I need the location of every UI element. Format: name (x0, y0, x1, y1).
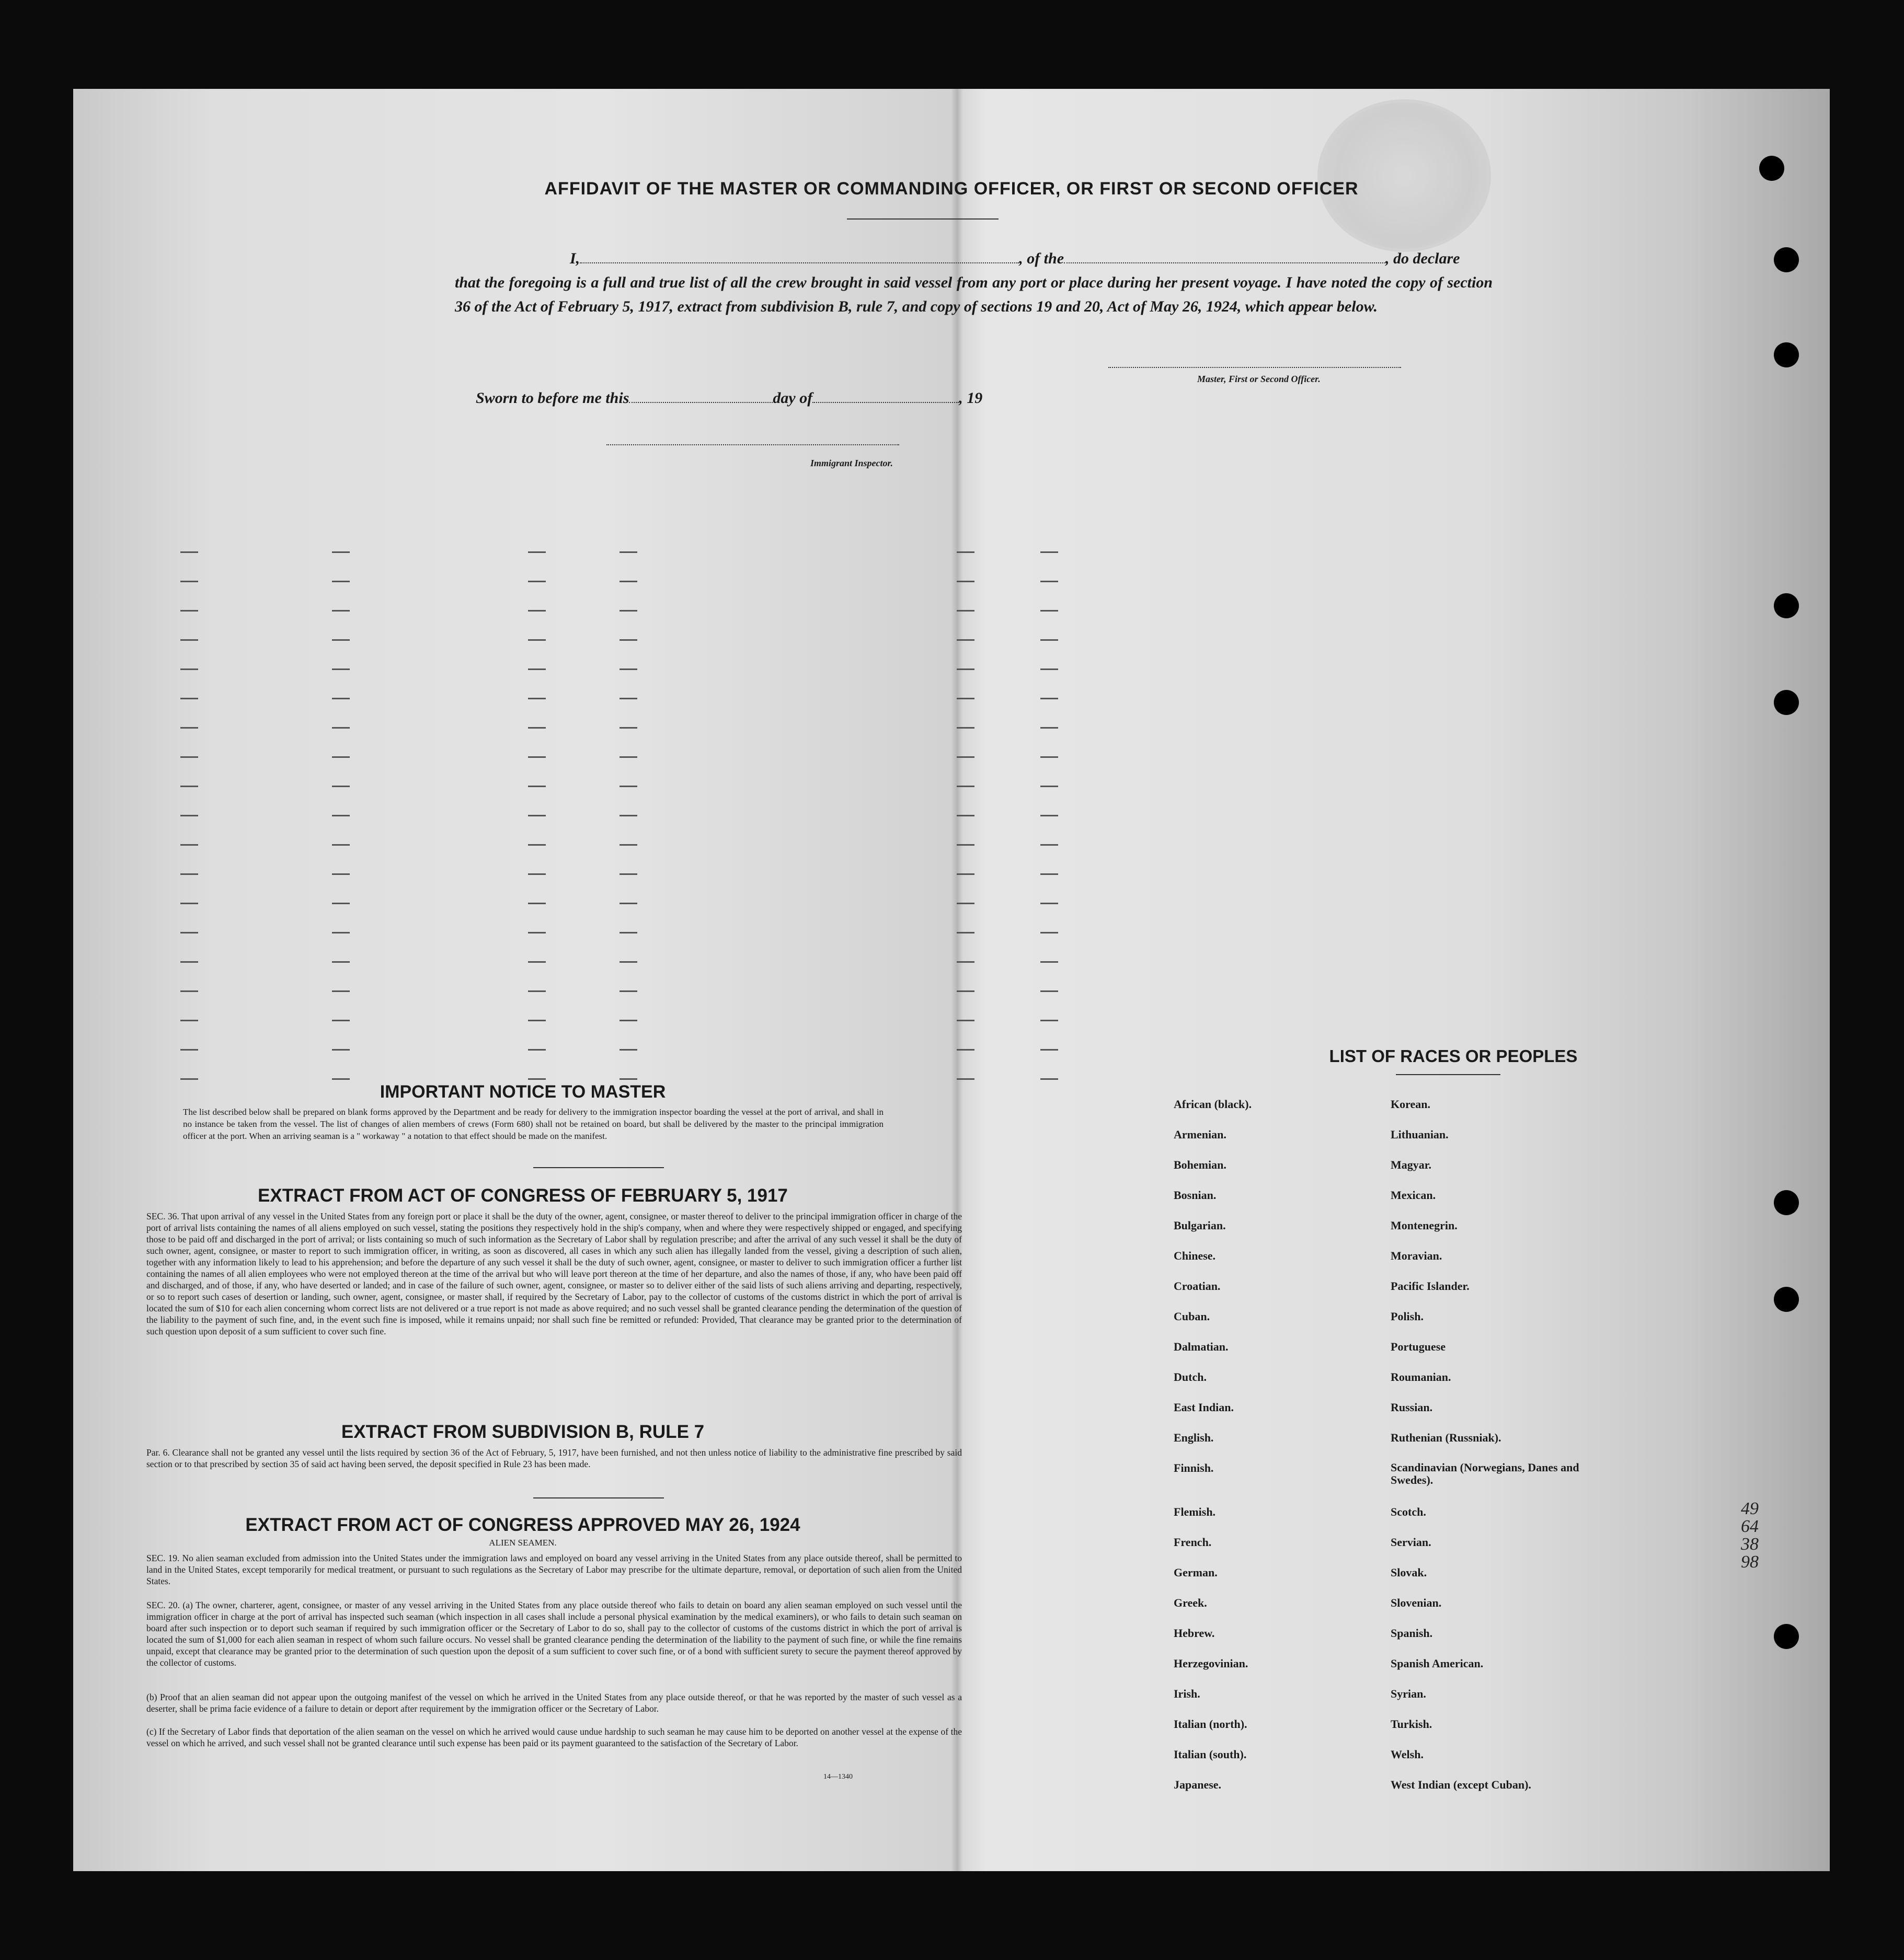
tick-mark (1040, 551, 1058, 553)
tick-mark (332, 844, 350, 846)
tick-mark (1040, 903, 1058, 904)
race-item: Montenegrin. (1391, 1219, 1458, 1232)
tick-mark (180, 903, 198, 904)
affidavit-text: that the foregoing is a full and true list of all the crew brought in said vessel from any port or place during her present voyage. I have noted the copy of section 36 of the Act of February 5, 1917, extract from subdivision B, rule 7, and copy of sections 19 and 20, Act of May 26, 1924, which appear below. (455, 274, 1493, 315)
rule7-title: EXTRACT FROM SUBDIVISION B, RULE 7 (341, 1422, 705, 1442)
extract-1917-text: SEC. 36. That upon arrival of any vessel in the United States from any foreign port or place it shall be the duty of the owner, agent, consignee, or master thereof to deliver to the principal immigration officer in charge of the port of arrival lists containing the names of all aliens employed on such vessel, stating the positions they respectively hold in the ship's company, when and where they were respectively shipped or engaged, and specifying those to be paid off and discharged in the port of arrival; or lists containing so much of such information as the Secretary of Labor shall by regulation prescribe; and after the arrival of any such vessel it shall be the duty of such owner, agent, consignee, or master to report to such immigration officer, in writing, as soon as discovered, all cases in which any such alien has illegally landed from the vessel, giving a description of such alien, together with any information likely to lead to his apprehension; and before the departure of any such vessel it shall be the duty of such owner, agent, consignee, or master to deliver to such immigration officer a further list containing the names of all alien employees who were not employed thereon at the time of the arrival but who will leave port thereon at the time of her departure, and also the names of those, if any, who have been paid off and discharged, and of those, if any, who have deserted or landed; and in case of the failure of such owner, agent, consignee, or master so to deliver either of the said lists of such aliens arriving and departing, respectively, or so to report such cases of desertion or landing, such owner, agent, consignee, or master shall, if required by the Secretary of Labor, pay to the collector of customs of the customs district in which the port of arrival is located the sum of $10 for each alien concerning whom correct lists are not delivered or a true report is not made as above required; and no such vessel shall be granted clearance pending the determination of the question of the liability to the payment of such fine, and, in the event such fine is imposed, while it remains unpaid; nor shall such fine be remitted or refunded: Provided, That clearance may be granted prior to the determination of such question upon deposit of a sum sufficient to cover such fine. (146, 1211, 962, 1336)
tick-mark (620, 932, 637, 933)
tick-mark (332, 581, 350, 582)
tick-mark (1040, 581, 1058, 582)
race-item: Spanish American. (1391, 1657, 1484, 1670)
punch-hole (1759, 156, 1784, 181)
punch-hole (1774, 342, 1799, 367)
tick-mark (332, 932, 350, 933)
punch-hole (1774, 1287, 1799, 1312)
race-item: Russian. (1391, 1401, 1433, 1414)
handwritten-line-4: 98 (1741, 1552, 1759, 1572)
race-item: Magyar. (1391, 1158, 1432, 1171)
tick-mark (957, 873, 974, 875)
tick-mark (957, 581, 974, 582)
tick-mark (332, 961, 350, 963)
tick-mark (620, 786, 637, 787)
tick-mark (957, 639, 974, 641)
tick-mark (180, 581, 198, 582)
tick-mark (1040, 639, 1058, 641)
race-item: Portuguese (1391, 1340, 1446, 1353)
race-item: German. (1174, 1566, 1218, 1579)
race-item: Finnish. (1174, 1461, 1214, 1474)
affidavit-title: AFFIDAVIT OF THE MASTER OR COMMANDING OFFICER, OR FIRST OR SECOND OFFICER (544, 179, 1359, 199)
handwritten-line-3: 38 (1741, 1535, 1759, 1554)
tick-mark (620, 903, 637, 904)
tick-mark (332, 1078, 350, 1080)
race-item: Bosnian. (1174, 1189, 1217, 1202)
race-item: West Indian (except Cuban). (1391, 1778, 1531, 1791)
tick-mark (528, 815, 546, 816)
tick-mark (620, 756, 637, 758)
punch-hole (1774, 690, 1799, 715)
affidavit-declare: , do declare (1385, 250, 1460, 267)
tick-mark (957, 551, 974, 553)
title-divider (847, 218, 999, 220)
extract-1917-title: EXTRACT FROM ACT OF CONGRESS OF FEBRUARY 5, 1917 (258, 1185, 788, 1206)
tick-mark (957, 903, 974, 904)
tick-mark (620, 727, 637, 729)
race-item: Dalmatian. (1174, 1340, 1229, 1353)
race-item: Hebrew. (1174, 1627, 1215, 1640)
race-item: Polish. (1391, 1310, 1424, 1323)
tick-mark (180, 786, 198, 787)
tick-mark (620, 844, 637, 846)
punch-hole (1774, 1190, 1799, 1215)
tick-mark (957, 815, 974, 816)
race-item: African (black). (1174, 1098, 1252, 1111)
punch-hole (1774, 1624, 1799, 1649)
tick-mark (620, 610, 637, 612)
tick-mark (180, 873, 198, 875)
tick-mark (332, 873, 350, 875)
tick-mark (528, 932, 546, 933)
tick-mark (1040, 698, 1058, 699)
tick-mark (180, 815, 198, 816)
tick-mark (528, 1020, 546, 1021)
tick-mark (1040, 873, 1058, 875)
tick-mark (1040, 786, 1058, 787)
rule7-divider (533, 1497, 664, 1498)
name-blank[interactable] (580, 250, 1019, 263)
tick-mark (957, 1020, 974, 1021)
race-item: Moravian. (1391, 1249, 1442, 1262)
race-item: Turkish. (1391, 1717, 1432, 1731)
race-item: French. (1174, 1536, 1212, 1549)
tick-mark (620, 639, 637, 641)
tick-mark (332, 990, 350, 992)
race-item: Lithuanian. (1391, 1128, 1449, 1141)
tick-mark (528, 668, 546, 670)
race-item: Japanese. (1174, 1778, 1222, 1791)
form-number: 14—1340 (823, 1773, 853, 1781)
tick-mark (957, 961, 974, 963)
tick-mark (957, 1078, 974, 1080)
tick-mark (620, 581, 637, 582)
tick-mark (1040, 1078, 1058, 1080)
race-item: Servian. (1391, 1536, 1431, 1549)
tick-mark (528, 581, 546, 582)
tick-mark (332, 698, 350, 699)
races-column-left (1174, 1098, 1351, 1808)
tick-mark (957, 727, 974, 729)
race-item: Mexican. (1391, 1189, 1436, 1202)
tick-mark (332, 1049, 350, 1051)
tick-mark (620, 1049, 637, 1051)
race-item: Cuban. (1174, 1310, 1210, 1323)
tick-mark (180, 698, 198, 699)
tick-mark (620, 1078, 637, 1080)
races-title: LIST OF RACES OR PEOPLES (1329, 1046, 1578, 1066)
tick-mark (332, 727, 350, 729)
tick-mark (332, 786, 350, 787)
tick-mark (620, 961, 637, 963)
tick-mark (1040, 932, 1058, 933)
tick-mark (528, 903, 546, 904)
race-item: Scandinavian (Norwegians, Danes and Swedes). (1391, 1461, 1579, 1486)
tick-mark (528, 990, 546, 992)
race-item: English. (1174, 1431, 1214, 1444)
punch-hole (1774, 593, 1799, 618)
tick-mark (180, 1078, 198, 1080)
alien-seamen-subtitle: ALIEN SEAMEN. (489, 1538, 557, 1548)
tick-mark (1040, 727, 1058, 729)
handwritten-line-1: 49 (1741, 1499, 1759, 1518)
tick-mark (332, 903, 350, 904)
tick-mark (180, 932, 198, 933)
tick-mark (528, 756, 546, 758)
race-item: Pacific Islander. (1391, 1279, 1470, 1293)
tick-mark (1040, 610, 1058, 612)
tick-mark (332, 639, 350, 641)
tick-mark (180, 727, 198, 729)
tick-mark (528, 1049, 546, 1051)
race-item: Greek. (1174, 1596, 1207, 1609)
sworn-day-of: day of (773, 389, 813, 407)
race-item: Ruthenian (Russniak). (1391, 1431, 1501, 1444)
tick-mark (620, 668, 637, 670)
tick-mark (332, 815, 350, 816)
race-item: Welsh. (1391, 1748, 1424, 1761)
race-item: Irish. (1174, 1687, 1200, 1700)
sworn-prefix: Sworn to before me this (476, 389, 629, 407)
tick-mark (180, 1049, 198, 1051)
race-item: Armenian. (1174, 1128, 1226, 1141)
tick-mark (620, 990, 637, 992)
race-item: Herzegovinian. (1174, 1657, 1248, 1670)
extract-1924-sec20b: (b) Proof that an alien seaman did not appear upon the outgoing manifest of the vessel on which he arrived in the United States from any place outside thereof, or that he was reported by the master of such vessel as a deserter, shall be prima facie evidence of a failure to detain or deport after requirement by the immigration officer or the Secretary of Labor. (146, 1692, 962, 1714)
tick-mark (180, 1020, 198, 1021)
tick-mark (957, 756, 974, 758)
sworn-day-blank[interactable] (629, 389, 773, 403)
tick-mark (332, 610, 350, 612)
race-item: Bulgarian. (1174, 1219, 1226, 1232)
tick-mark (528, 1078, 546, 1080)
tick-mark (528, 844, 546, 846)
tick-mark (957, 698, 974, 699)
tick-mark (528, 639, 546, 641)
tick-mark (180, 756, 198, 758)
tick-mark (180, 551, 198, 553)
affidavit-of-the: , of the (1019, 250, 1064, 267)
document-sheet (73, 89, 1830, 1871)
tick-mark (1040, 961, 1058, 963)
tick-mark (180, 990, 198, 992)
inspector-signature-line[interactable] (606, 444, 899, 445)
tick-mark (180, 639, 198, 641)
race-item: Korean. (1391, 1098, 1430, 1111)
race-item: Chinese. (1174, 1249, 1216, 1262)
tick-mark (1040, 815, 1058, 816)
tick-mark (957, 786, 974, 787)
tick-mark (957, 1049, 974, 1051)
race-item: Slovak. (1391, 1566, 1427, 1579)
races-column-right (1391, 1098, 1610, 1808)
tick-mark (528, 551, 546, 553)
tick-mark (620, 1020, 637, 1021)
tick-mark (528, 610, 546, 612)
notice-title: IMPORTANT NOTICE TO MASTER (380, 1082, 666, 1102)
race-item: Syrian. (1391, 1687, 1426, 1700)
notice-text: The list described below shall be prepared on blank forms approved by the Department and be ready for delivery to the immigration inspector boarding the vessel at the port of arrival, and shall in no instance be taken from the vessel. The list of changes of alien members of crews (Form 680) shall not be retained on board, but shall be delivered by the master to the principal immigration officer at the port. When an arriving seaman is a " workaway " a notation to that effect should be made on the manifest. (183, 1107, 884, 1141)
sworn-line (476, 389, 982, 407)
race-item: Slovenian. (1391, 1596, 1442, 1609)
tick-mark (528, 873, 546, 875)
tick-mark (620, 551, 637, 553)
handwritten-notation (1741, 1500, 1759, 1571)
tick-mark (180, 610, 198, 612)
tick-mark (957, 932, 974, 933)
extract-1924-sec20c: (c) If the Secretary of Labor finds that deportation of the alien seaman on the vessel on which he arrived would cause undue hardship to such seaman he may cause him to be deported on another vessel at the expense of the vessel on which he arrived, and such vessel shall not be granted clearance until such expense has been paid or its payment guaranteed to the satisfaction of the Secretary of Labor. (146, 1726, 962, 1748)
race-item: Croatian. (1174, 1279, 1221, 1293)
race-item: Roumanian. (1391, 1370, 1451, 1383)
tick-mark (1040, 990, 1058, 992)
tick-mark (620, 815, 637, 816)
tick-mark (332, 668, 350, 670)
embossed-seal (1317, 99, 1491, 252)
tick-mark (1040, 756, 1058, 758)
tick-mark (957, 844, 974, 846)
inspector-label: Immigrant Inspector. (810, 458, 893, 468)
sworn-month-blank[interactable] (812, 389, 959, 403)
tick-mark (332, 1020, 350, 1021)
vessel-blank[interactable] (1064, 250, 1385, 263)
extract-1924-sec19: SEC. 19. No alien seaman excluded from admission into the United States under the immigration laws and employed on board any vessel arriving in the United States from any place outside thereof, shall be permitted to land in the United States, except temporarily for medical treatment, or pursuant to such regulations as the Secretary of Labor may prescribe for the ultimate departure, removal, or deportation of such alien from the United States. (146, 1553, 962, 1586)
race-item: Italian (south). (1174, 1748, 1247, 1761)
race-item: Flemish. (1174, 1505, 1216, 1518)
extract-1924-title: EXTRACT FROM ACT OF CONGRESS APPROVED MAY 26, 1924 (245, 1515, 800, 1535)
tick-mark (180, 844, 198, 846)
tick-mark (957, 610, 974, 612)
tick-mark (332, 756, 350, 758)
affidavit-body (455, 247, 1493, 319)
race-item: Italian (north). (1174, 1717, 1247, 1731)
notice-divider (533, 1167, 664, 1168)
race-item: Dutch. (1174, 1370, 1207, 1383)
tick-mark (1040, 668, 1058, 670)
tick-mark (528, 727, 546, 729)
tick-mark (1040, 1049, 1058, 1051)
tick-mark (1040, 844, 1058, 846)
tick-mark (620, 873, 637, 875)
race-item: Bohemian. (1174, 1158, 1226, 1171)
punch-hole (1774, 247, 1799, 272)
tick-mark (180, 961, 198, 963)
tick-mark (957, 990, 974, 992)
tick-mark (620, 698, 637, 699)
race-item: Spanish. (1391, 1627, 1433, 1640)
master-signature-line[interactable] (1108, 367, 1401, 368)
sworn-year: , 19 (959, 389, 983, 407)
handwritten-line-2: 64 (1741, 1517, 1759, 1536)
tick-mark (180, 668, 198, 670)
tick-mark (528, 698, 546, 699)
affidavit-i: I, (570, 250, 580, 267)
rule7-text: Par. 6. Clearance shall not be granted any vessel until the lists required by section 36 of the Act of February, 5, 1917, have been furnished, and not then unless notice of liability to the administrative fine prescribed by said section or to that prescribed by section 35 of said act having been served, the deposit specified in Rule 23 has been made. (146, 1447, 962, 1469)
extract-1924-sec20a: SEC. 20. (a) The owner, charterer, agent, consignee, or master of any vessel arriving in the United States from any place outside thereof who fails to detain on board any alien seaman employed on such vessel until the immigration officer in charge at the port of arrival has inspected such seaman (which inspection in all cases shall include a personal physical examination by the medical examiners), or who fails to detain such seaman on board after such inspection or to deport such seaman if required by such immigration officer or the Secretary of Labor to do so, shall pay to the collector of customs of the customs district in which the port of arrival is located the sum of $1,000 for each alien seaman in respect of whom such failure occurs. No vessel shall be granted clearance pending the determination of the liability to the payment of such fine, or while the fine remains unpaid, except that clearance may be granted prior to the determination of such question upon the deposit of a sum sufficient to cover such fine, or of a bond with sufficient surety to secure the payment thereof approved by the collector of customs. (146, 1600, 962, 1668)
tick-mark (528, 961, 546, 963)
tick-mark (528, 786, 546, 787)
tick-mark (957, 668, 974, 670)
races-divider (1396, 1074, 1500, 1075)
race-item: Scotch. (1391, 1505, 1426, 1518)
tick-mark (332, 551, 350, 553)
master-label: Master, First or Second Officer. (1197, 374, 1321, 384)
race-item: East Indian. (1174, 1401, 1234, 1414)
tick-mark (1040, 1020, 1058, 1021)
